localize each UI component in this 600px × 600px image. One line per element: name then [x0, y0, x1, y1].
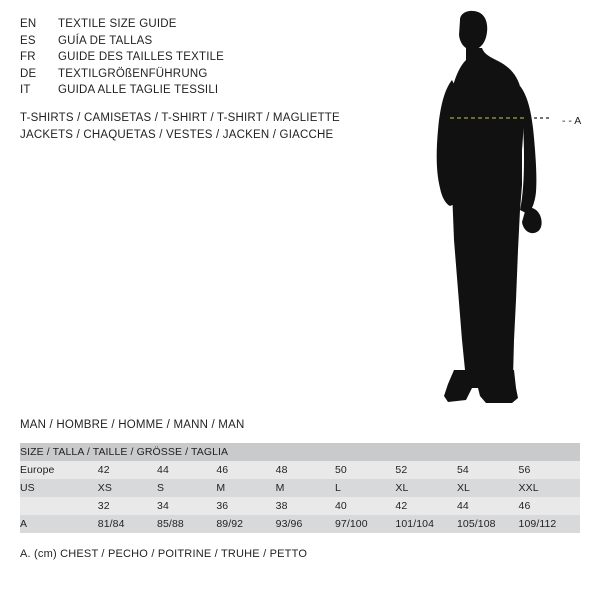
cell-value: 34 — [157, 497, 216, 515]
garment-line-jackets: JACKETS / CHAQUETAS / VESTES / JACKEN / GIACCHE — [20, 128, 334, 141]
size-table — [20, 443, 580, 533]
cell-value: 101/104 — [395, 515, 457, 533]
table-row — [20, 479, 580, 497]
chest-measure-label: - - A — [562, 115, 582, 127]
language-text: GUIDE DES TAILLES TEXTILE — [58, 51, 225, 63]
section-title-man: MAN / HOMBRE / HOMME / MANN / MAN — [20, 419, 245, 431]
cell-value: 97/100 — [335, 515, 395, 533]
cell-value: 42 — [98, 461, 157, 479]
cell-value: XL — [395, 479, 457, 497]
cell-value: 32 — [98, 497, 157, 515]
cell-value: 38 — [276, 497, 335, 515]
body-figure — [400, 10, 600, 410]
language-list — [20, 16, 360, 99]
language-code: FR — [20, 51, 36, 63]
table-row — [20, 515, 580, 533]
cell-value: 46 — [519, 497, 581, 515]
cell-value: 36 — [216, 497, 275, 515]
cell-value: 48 — [276, 461, 335, 479]
row-label: A — [20, 515, 98, 533]
cell-value: 56 — [519, 461, 581, 479]
language-text: TEXTILGRÖßENFÜHRUNG — [58, 67, 208, 80]
row-label: US — [20, 479, 98, 497]
table-row — [20, 461, 580, 479]
table-row — [20, 497, 580, 515]
garment-line-tshirts: T-SHIRTS / CAMISETAS / T-SHIRT / T-SHIRT / MAGLIETTE — [20, 112, 340, 124]
language-row-fr — [20, 49, 360, 66]
cell-value: 40 — [335, 497, 395, 515]
cell-value: L — [335, 479, 395, 497]
cell-value: 50 — [335, 461, 395, 479]
cell-value: 54 — [457, 461, 519, 479]
cell-value: 46 — [216, 461, 275, 479]
language-code: DE — [20, 67, 37, 80]
cell-value: 42 — [395, 497, 457, 515]
cell-value: M — [276, 479, 335, 497]
language-text: TEXTILE SIZE GUIDE — [58, 18, 177, 30]
language-row-en — [20, 16, 360, 33]
cell-value: M — [216, 479, 275, 497]
table-footnote: A. (cm) CHEST / PECHO / POITRINE / TRUHE / PETTO — [20, 548, 308, 560]
table-row-header — [20, 443, 580, 461]
language-row-de — [20, 66, 360, 83]
language-text: GUÍA DE TALLAS — [58, 34, 153, 47]
language-row-es — [20, 33, 360, 50]
cell-value: 52 — [395, 461, 457, 479]
cell-value: 89/92 — [216, 515, 275, 533]
cell-value: 81/84 — [98, 515, 157, 533]
language-code: ES — [20, 34, 36, 47]
cell-value: 93/96 — [276, 515, 335, 533]
cell-value: 105/108 — [457, 515, 519, 533]
language-code: EN — [20, 18, 37, 30]
cell-value: XL — [457, 479, 519, 497]
garment-category-list — [20, 110, 420, 143]
cell-value: XS — [98, 479, 157, 497]
cell-value: 44 — [457, 497, 519, 515]
cell-value: 44 — [157, 461, 216, 479]
language-code: IT — [20, 84, 31, 96]
row-label: Europe — [20, 461, 98, 479]
language-row-it — [20, 82, 360, 99]
language-text: GUIDA ALLE TAGLIE TESSILI — [58, 84, 219, 96]
cell-value: 85/88 — [157, 515, 216, 533]
body-silhouette-icon — [400, 10, 600, 410]
cell-value: 109/112 — [519, 515, 581, 533]
cell-value: S — [157, 479, 216, 497]
cell-value: XXL — [519, 479, 581, 497]
table-header-label: SIZE / TALLA / TAILLE / GRÖSSE / TAGLIA — [20, 443, 580, 461]
row-label — [20, 497, 98, 515]
